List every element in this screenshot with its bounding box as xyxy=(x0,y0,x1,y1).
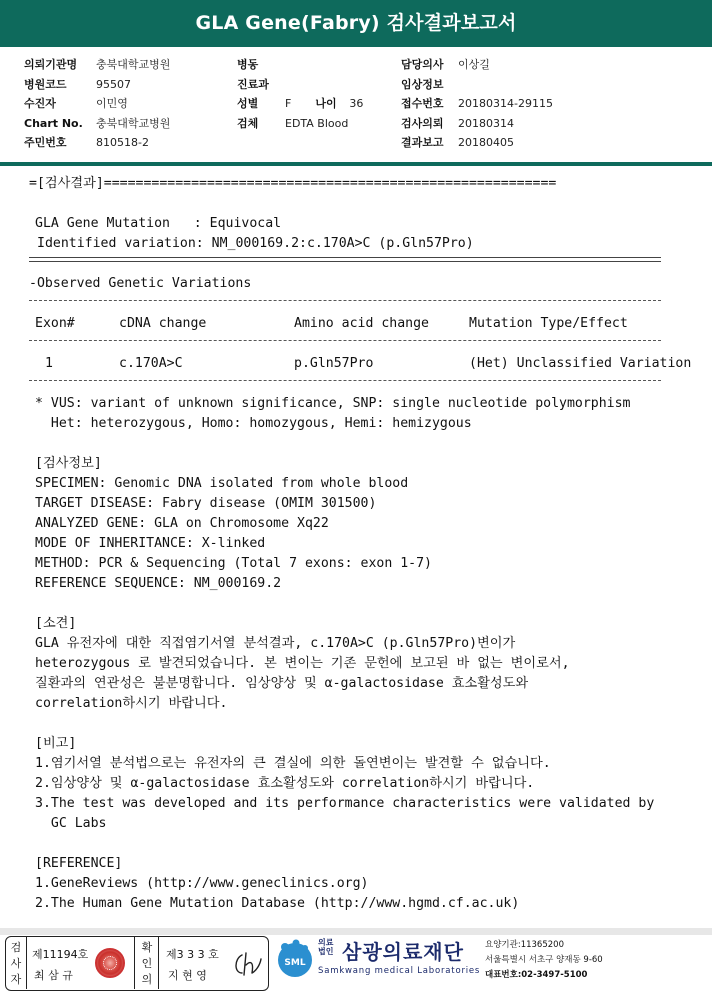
header-column-2 xyxy=(237,55,363,133)
reference-heading: [REFERENCE] xyxy=(35,856,123,871)
info-line: MODE OF INHERITANCE: X-linked xyxy=(35,536,266,551)
label-hospital-code: 병원코드 xyxy=(24,77,67,91)
label-department: 진료과 xyxy=(237,77,269,91)
remark-line: 3.The test was developed and its performance characteristics were validated by xyxy=(35,796,655,811)
remark-line: GC Labs xyxy=(35,816,107,831)
info-line: REFERENCE SEQUENCE: NM_000169.2 xyxy=(35,576,282,591)
signature-box xyxy=(5,936,269,991)
header-row xyxy=(401,55,553,75)
divider xyxy=(134,937,135,989)
dashed-rule xyxy=(29,300,661,301)
value-hospital-code: 95507 xyxy=(96,77,131,91)
label-patient: 수진자 xyxy=(24,97,56,110)
value-resident-no: 810518-2 xyxy=(96,136,149,149)
header-row xyxy=(24,114,170,134)
report-footer xyxy=(0,928,712,996)
row-amino: p.Gln57Pro xyxy=(294,356,374,371)
label-report-date: 결과보고 xyxy=(401,136,444,149)
remarks-heading: [비고] xyxy=(35,736,77,751)
mutation-status: GLA Gene Mutation : Equivocal xyxy=(35,216,282,231)
value-patient: 이민영 xyxy=(96,97,128,110)
patient-header xyxy=(0,51,712,161)
label-sex: 성별 xyxy=(237,97,259,110)
tester-license: 제11194호 xyxy=(32,948,89,961)
note-line: Het: heterozygous, Homo: homozygous, Hemi: hemizygous xyxy=(35,416,472,431)
tester-name: 최 삼 규 xyxy=(34,969,73,982)
value-age: 36 xyxy=(349,97,364,110)
label-resident-no: 주민번호 xyxy=(24,136,67,149)
org-phone: 대표번호:02-3497-5100 xyxy=(485,970,588,980)
opinion-line: correlation하시기 바랍니다. xyxy=(35,696,228,711)
header-row xyxy=(237,114,363,134)
seal-stamp-icon xyxy=(95,948,125,978)
signature-icon xyxy=(230,947,264,981)
remark-line: 2.임상양상 및 α-galactosidase 효소활성도와 correlation하시기 바랍니다. xyxy=(35,776,535,791)
label-specimen: 검체 xyxy=(237,116,259,130)
header-row xyxy=(237,75,363,95)
header-row xyxy=(401,75,553,95)
observed-variations-heading: -Observed Genetic Variations xyxy=(29,276,252,291)
logo-text: SML xyxy=(284,958,306,968)
header-row xyxy=(24,94,170,114)
value-report-date: 20180405 xyxy=(458,136,514,149)
value-request-date: 20180314 xyxy=(458,116,514,130)
identified-variation: Identified variation: NM_000169.2:c.170A>C (p.Gln57Pro) xyxy=(37,236,474,251)
org-contact xyxy=(485,938,603,983)
value-physician: 이상길 xyxy=(458,58,490,71)
footer-band xyxy=(0,928,712,935)
org-english-name: Samkwang medical Laboratories xyxy=(318,966,481,976)
row-cdna: c.170A>C xyxy=(119,356,183,371)
org-address: 서울특별시 서초구 양재동 9-60 xyxy=(485,955,603,965)
opinion-line: heterozygous 로 발견되었습니다. 본 변이는 기존 문헌에 보고된 바 없는 변이로서, xyxy=(35,656,570,671)
sml-logo-icon xyxy=(275,938,315,978)
label-age: 나이 xyxy=(315,97,337,110)
row-exon: 1 xyxy=(45,356,53,371)
info-line: SPECIMEN: Genomic DNA isolated from whole blood xyxy=(35,476,409,491)
header-column-3 xyxy=(401,55,553,153)
age-pair xyxy=(315,94,363,114)
opinion-line: 질환과의 연관성은 불분명합니다. 임상양상 및 α-galactosidase 효소활성도와 xyxy=(35,676,529,691)
info-line: METHOD: PCR & Sequencing (Total 7 exons: exon 1-7) xyxy=(35,556,432,571)
label-tester: 검사자 xyxy=(10,941,22,986)
dashed-rule xyxy=(29,340,661,341)
col-header-cdna: cDNA change xyxy=(119,316,207,331)
header-row xyxy=(24,55,170,75)
value-institution: 충북대학교병원 xyxy=(96,58,171,71)
value-specimen: EDTA Blood xyxy=(285,116,349,130)
label-institution: 의뢰기관명 xyxy=(24,58,78,71)
header-row xyxy=(24,75,170,95)
divider xyxy=(158,937,159,989)
reference-line: 1.GeneReviews (http://www.geneclinics.org) xyxy=(35,876,369,891)
info-line: ANALYZED GENE: GLA on Chromosome Xq22 xyxy=(35,516,329,531)
opinion-heading: [소견] xyxy=(35,616,77,631)
label-confirm: 확인의 xyxy=(141,941,153,986)
org-code: 요양기관:11365200 xyxy=(485,940,564,950)
opinion-line: GLA 유전자에 대한 직접염기서열 분석결과, c.170A>C (p.Gln57Pro)변이가 xyxy=(35,636,516,651)
value-chart-no: 충북대학교병원 xyxy=(96,116,171,130)
result-section-heading: =[검사결과]========================================================= xyxy=(29,176,557,191)
label-receipt-no: 접수번호 xyxy=(401,97,444,110)
header-row xyxy=(24,133,170,153)
header-row xyxy=(401,94,553,114)
header-row xyxy=(237,94,363,114)
label-clinical-info: 임상정보 xyxy=(401,77,444,91)
label-physician: 담당의사 xyxy=(401,58,444,71)
divider xyxy=(26,937,27,989)
col-header-amino: Amino acid change xyxy=(294,316,429,331)
header-row xyxy=(237,55,363,75)
header-row xyxy=(401,114,553,134)
label-ward: 병동 xyxy=(237,58,259,71)
header-divider xyxy=(0,162,712,166)
reference-line: 2.The Human Gene Mutation Database (http://www.hgmd.cf.ac.uk) xyxy=(35,896,520,911)
org-legal-type: 의료법인 xyxy=(318,938,334,956)
confirm-license: 제3 3 3 호 xyxy=(166,948,219,961)
value-sex: F xyxy=(285,97,292,110)
label-request-date: 검사의뢰 xyxy=(401,116,444,130)
label-chart-no: Chart No. xyxy=(24,116,83,130)
info-heading: [검사정보] xyxy=(35,456,102,471)
header-column-1 xyxy=(24,55,170,153)
double-rule xyxy=(29,257,661,262)
header-row xyxy=(401,133,553,153)
confirm-name: 지 현 영 xyxy=(168,969,207,982)
col-header-exon: Exon# xyxy=(35,316,75,331)
report-body xyxy=(0,170,712,915)
row-mutation: (Het) Unclassified Variation xyxy=(469,356,692,371)
note-line: * VUS: variant of unknown significance, SNP: single nucleotide polymorphism xyxy=(35,396,631,411)
info-line: TARGET DISEASE: Fabry disease (OMIM 301500) xyxy=(35,496,377,511)
col-header-mutation: Mutation Type/Effect xyxy=(469,316,628,331)
dashed-rule xyxy=(29,380,661,381)
value-receipt-no: 20180314-29115 xyxy=(458,97,553,110)
report-title: GLA Gene(Fabry) 검사결과보고서 xyxy=(0,0,712,47)
org-name: 삼광의료재단 xyxy=(342,940,464,964)
remark-line: 1.염기서열 분석법으로는 유전자의 큰 결실에 의한 돌연변이는 발견할 수 없습니다. xyxy=(35,756,551,771)
